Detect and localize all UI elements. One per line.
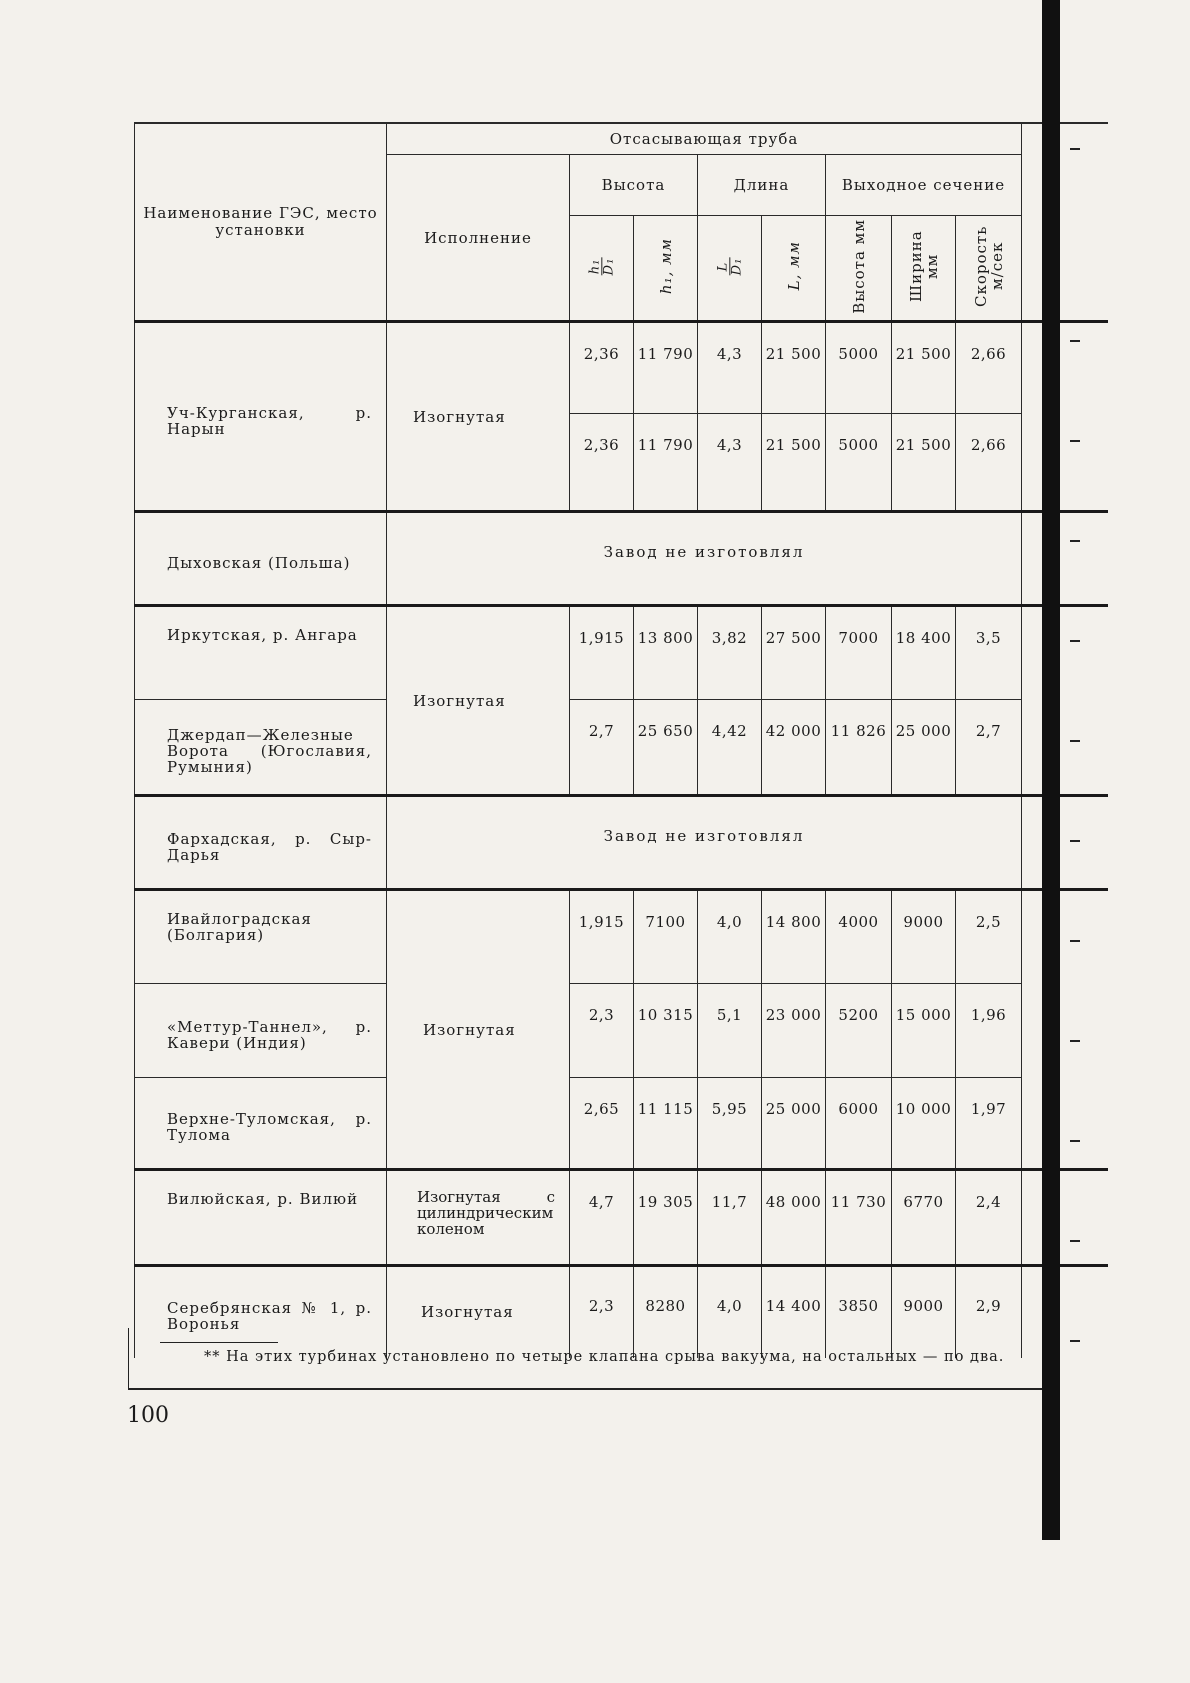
binding-mark [1070,1040,1080,1042]
row-isp: Изогнутая [387,606,570,796]
cell-l-ratio: 4,0 [698,890,762,984]
cell-exit-height: 5200 [826,984,892,1078]
row-name: Уч-Курганская, р. Нарын [135,322,387,512]
cell-h-abs: 25 650 [634,700,698,796]
cell-h-ratio: 2,65 [570,1078,634,1170]
cell-extra [1022,1266,1108,1358]
row-name: Ивайлоградская (Болгария) [135,890,387,984]
cell-exit-height: 6000 [826,1078,892,1170]
cell-h-ratio: 2,7 [570,700,634,796]
cell-h-ratio: 1,915 [570,890,634,984]
cell-extra [1022,890,1108,1170]
cell-h-ratio: 1,915 [570,606,634,700]
cell-exit-speed: 2,4 [956,1170,1022,1266]
cell-h-abs: 7100 [634,890,698,984]
binding-mark [1070,440,1080,442]
binding-mark [1070,940,1080,942]
cell-extra [1022,796,1108,890]
row-isp: Изогнутая [387,890,570,1170]
row-isp: Изогнутая с цилиндрическим коленом [387,1170,570,1266]
cell-h-abs: 19 305 [634,1170,698,1266]
binding-mark [1070,1140,1080,1142]
cell-exit-height: 4000 [826,890,892,984]
cell-h-abs: 11 790 [634,322,698,414]
table-row [135,512,1108,606]
cell-exit-height: 5000 [826,414,892,512]
table-row [135,796,1108,890]
cell-l-ratio: 5,95 [698,1078,762,1170]
page-frame-bottom [128,1388,1048,1390]
table-row [135,1170,1108,1266]
cell-exit-speed: 1,96 [956,984,1022,1078]
cell-l-ratio: 4,42 [698,700,762,796]
binding-mark [1070,640,1080,642]
cell-exit-width: 10 000 [892,1078,956,1170]
header-h-abs: h₁, мм [634,216,698,322]
cell-exit-speed: 2,5 [956,890,1022,984]
row-isp: Изогнутая [387,1266,570,1358]
cell-l-ratio: 4,3 [698,322,762,414]
binding-mark [1070,1340,1080,1342]
binding-mark [1070,540,1080,542]
cell-l-abs: 14 400 [762,1266,826,1358]
footnote: ** На этих турбинах установлено по четыре клапана срыва вакуума, на остальных — по два. [204,1349,1005,1365]
cell-l-ratio: 4,3 [698,414,762,512]
row-name: «Меттур-Таннел», р. Кавери (Индия) [135,984,387,1078]
binding-mark [1070,840,1080,842]
cell-h-abs: 10 315 [634,984,698,1078]
cell-l-abs: 25 000 [762,1078,826,1170]
row-name: Серебрянская № 1, р. Воронья [135,1266,387,1358]
binding-mark [1070,340,1080,342]
header-l-ratio: L D₁ [698,216,762,322]
draft-tube-table [134,122,1108,1358]
cell-h-ratio: 2,3 [570,1266,634,1358]
header-length: Длина [698,155,826,216]
row-name: Джердап—Железные Ворота (Югославия, Румыния) [135,700,387,796]
cell-exit-speed: 2,66 [956,322,1022,414]
cell-l-ratio: 5,1 [698,984,762,1078]
cell-exit-speed: 3,5 [956,606,1022,700]
cell-extra [1022,606,1108,796]
cell-l-abs: 48 000 [762,1170,826,1266]
cell-exit-width: 18 400 [892,606,956,700]
header-exit-height: Высота мм [826,216,892,322]
row-name: Дыховская (Польша) [135,512,387,606]
header-isp: Исполнение [387,155,570,322]
header-group: Отсасывающая труба [387,123,1022,155]
cell-exit-width: 25 000 [892,700,956,796]
cell-exit-width: 21 500 [892,414,956,512]
binding-mark [1070,148,1080,150]
table-row [135,700,1108,796]
cell-exit-width: 15 000 [892,984,956,1078]
cell-l-ratio: 11,7 [698,1170,762,1266]
cell-h-abs: 8280 [634,1266,698,1358]
cell-h-ratio: 4,7 [570,1170,634,1266]
header-l-abs: L, мм [762,216,826,322]
row-merged-note: Завод не изготовлял [387,512,1022,606]
book-binding-edge [1042,0,1060,1540]
cell-exit-height: 3850 [826,1266,892,1358]
cell-extra [1022,512,1108,606]
table-row [135,606,1108,700]
row-name: Фархадская, р. Сыр-Дарья [135,796,387,890]
cell-extra [1022,1170,1108,1266]
cell-l-abs: 27 500 [762,606,826,700]
row-name: Верхне-Туломская, р. Тулома [135,1078,387,1170]
header-extra [1022,123,1108,322]
table-row [135,1266,1108,1358]
cell-h-abs: 11 115 [634,1078,698,1170]
cell-exit-speed: 2,66 [956,414,1022,512]
cell-h-ratio: 2,36 [570,322,634,414]
table-row [135,984,1108,1078]
table-row [135,890,1108,984]
header-name: Наименование ГЭС, место установки [135,123,387,322]
cell-exit-width: 21 500 [892,322,956,414]
cell-exit-width: 9000 [892,890,956,984]
cell-h-ratio: 2,36 [570,414,634,512]
table-row [135,1078,1108,1170]
cell-exit-width: 9000 [892,1266,956,1358]
cell-h-ratio: 2,3 [570,984,634,1078]
row-merged-note: Завод не изготовлял [387,796,1022,890]
cell-h-abs: 13 800 [634,606,698,700]
cell-l-ratio: 3,82 [698,606,762,700]
header-exit-width: Ширина мм [892,216,956,322]
cell-l-abs: 42 000 [762,700,826,796]
cell-h-abs: 11 790 [634,414,698,512]
row-name: Вилюйская, р. Вилюй [135,1170,387,1266]
footnote-divider [160,1342,278,1343]
header-exit: Выходное сечение [826,155,1022,216]
data-table-container [134,122,1107,1358]
binding-mark [1070,740,1080,742]
header-height: Высота [570,155,698,216]
cell-extra [1022,322,1108,512]
page-frame-left [128,1328,129,1388]
row-name: Иркутская, р. Ангара [135,606,387,700]
row-isp: Изогнутая [387,322,570,512]
cell-exit-speed: 1,97 [956,1078,1022,1170]
cell-l-abs: 23 000 [762,984,826,1078]
cell-l-abs: 14 800 [762,890,826,984]
binding-mark [1070,1240,1080,1242]
table-row [135,322,1108,414]
cell-exit-width: 6770 [892,1170,956,1266]
cell-l-abs: 21 500 [762,414,826,512]
header-exit-speed: Скорость м/сек [956,216,1022,322]
cell-l-ratio: 4,0 [698,1266,762,1358]
cell-exit-height: 11 730 [826,1170,892,1266]
cell-exit-speed: 2,7 [956,700,1022,796]
cell-exit-height: 5000 [826,322,892,414]
cell-exit-height: 11 826 [826,700,892,796]
cell-exit-height: 7000 [826,606,892,700]
header-h-ratio: h₁ D₁ [570,216,634,322]
page-number: 100 [127,1403,169,1428]
cell-exit-speed: 2,9 [956,1266,1022,1358]
cell-l-abs: 21 500 [762,322,826,414]
